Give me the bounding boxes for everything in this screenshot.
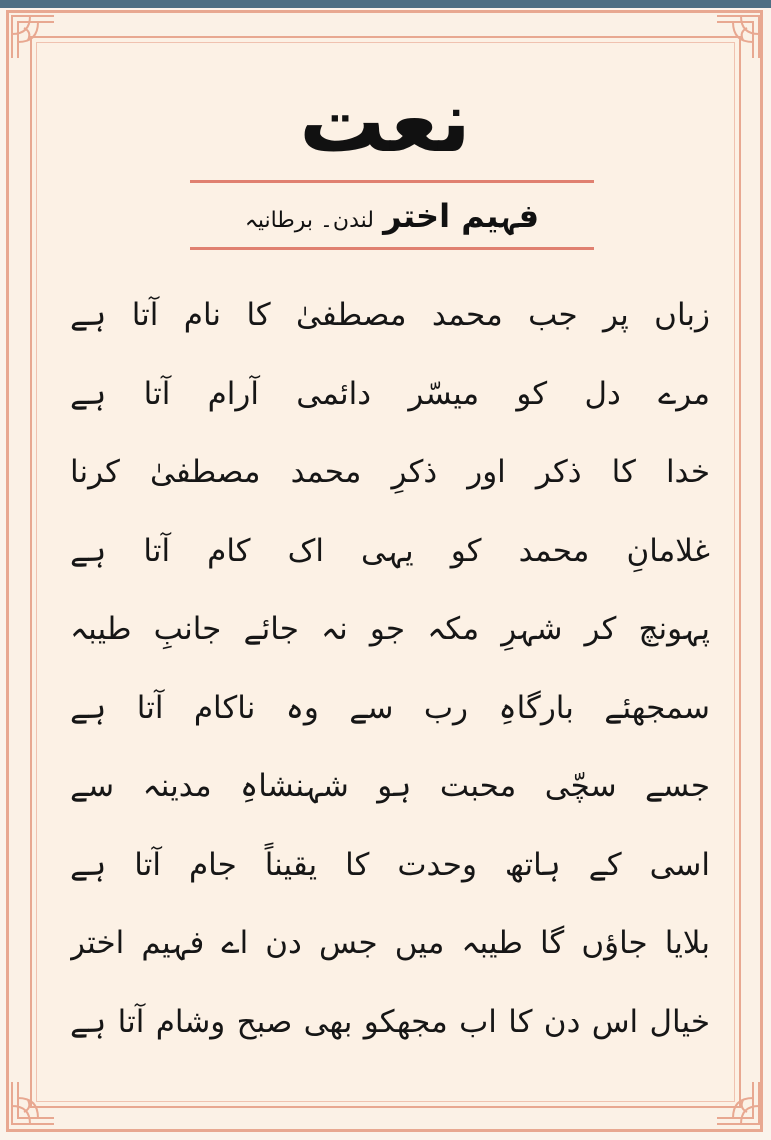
verse-line: مرے دل کو میسّر دائمی آرام آتا ہے [70, 375, 710, 412]
corner-ornament-icon [713, 12, 763, 62]
verse-line: اسی کے ہاتھ وحدت کا یقیناً جام آتا ہے [70, 846, 710, 883]
poet-location: لندن۔ برطانیہ [244, 208, 374, 233]
verse-line: بلایا جاؤں گا طیبہ میں جس دن اے فہیم اختر [70, 925, 710, 961]
title-divider-top [190, 180, 594, 183]
poet-name: فہیم اختر [383, 197, 540, 235]
verse-line: غلامانِ محمد کو یہی اک کام آتا ہے [70, 532, 710, 569]
verse-line: زباں پر جب محمد مصطفیٰ کا نام آتا ہے [70, 297, 710, 333]
verse-line: جسے سچّی محبت ہو شہنشاہِ مدینہ سے [70, 768, 710, 804]
poem-title: نعت [299, 72, 471, 172]
title-divider-bottom [190, 247, 594, 250]
verse-line: خیال اس دن کا اب مجھکو بھی صبح وشام آتا ہے [70, 1003, 710, 1040]
verse-line: پہونچ کر شہرِ مکہ جو نہ جائے جانبِ طیبہ [70, 611, 710, 647]
corner-ornament-icon [713, 1078, 763, 1128]
top-color-strip [0, 0, 771, 8]
byline [190, 188, 594, 244]
corner-ornament-icon [8, 12, 58, 62]
verse-line: خدا کا ذکر اور ذکرِ محمد مصطفیٰ کرنا [70, 454, 710, 490]
corner-ornament-icon [8, 1078, 58, 1128]
poem-verses [70, 276, 710, 1061]
verse-line: سمجھئے بارگاہِ رب سے وہ ناکام آتا ہے [70, 689, 710, 726]
